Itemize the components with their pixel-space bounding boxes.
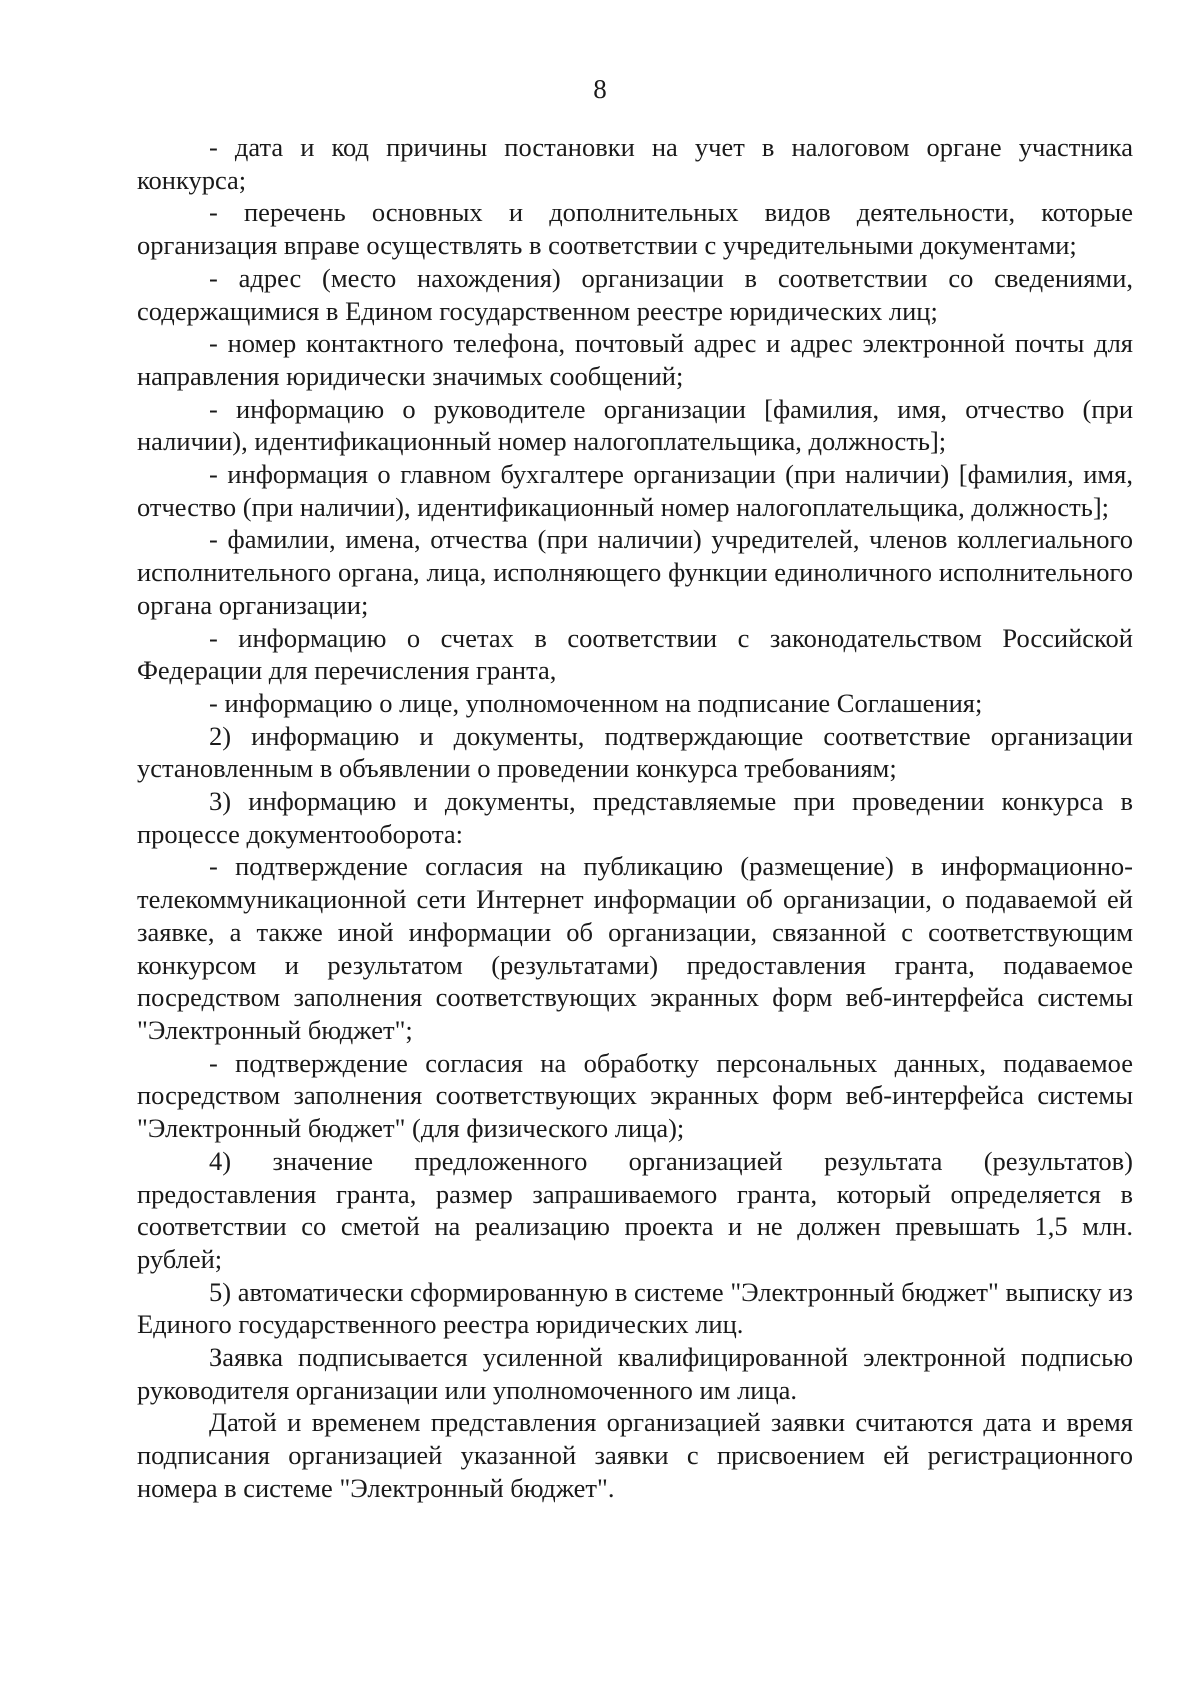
paragraph-item-3: 3) информацию и документы, представляемые при проведении конкурса в процессе документооборота: xyxy=(137,786,1133,849)
paragraph-signing: Заявка подписывается усиленной квалифицированной электронной подписью руководителя организации или уполномоченного им лица. xyxy=(137,1342,1133,1405)
paragraph-address: - адрес (место нахождения) организации в соответствии со сведениями, содержащимися в Едином государственном реестре юридических лиц; xyxy=(137,262,1133,326)
paragraph-item-5: 5) автоматически сформированную в системе "Электронный бюджет" выписку из Единого государственного реестра юридических лиц. xyxy=(137,1276,1133,1340)
paragraph-founders: - фамилии, имена, отчества (при наличии) учредителей, членов коллегиального исполнительного органа, лица, исполняющего функции единоличного исполнительного органа организации; xyxy=(137,524,1133,620)
page-number: 8 xyxy=(593,74,607,104)
paragraph-item-4: 4) значение предложенного организацией результата (результатов) предоставления гранта, размер запрашиваемого гранта, который определяется в соответствии со сметой на реализацию проекта и не должен превышать 1,5 млн. рублей; xyxy=(137,1145,1133,1274)
paragraph-personal-data-consent: - подтверждение согласия на обработку персональных данных, подаваемое посредством заполнения соответствующих экранных форм веб-интерфейса системы "Электронный бюджет" (для физического лица); xyxy=(137,1047,1133,1144)
document-body xyxy=(137,131,1133,1505)
paragraph-signatory: - информацию о лице, уполномоченном на подписание Соглашения; xyxy=(209,687,983,718)
paragraph-accountant: - информация о главном бухгалтере организации (при наличии) [фамилия, имя, отчество (при наличии), идентификационный номер налогоплательщика, должность]; xyxy=(137,459,1133,522)
paragraph-submission-date: Датой и временем представления организацией заявки считаются дата и время подписания организацией указанной заявки с присвоением ей регистрационного номера в системе "Электронный бюджет". xyxy=(137,1407,1133,1503)
paragraph-accounts: - информацию о счетах в соответствии с законодательством Российской Федерации для перечисления гранта, xyxy=(137,622,1133,686)
paragraph-publication-consent: - подтверждение согласия на публикацию (размещение) в информационно-телекоммуникационной сети Интернет информации об организации, о подаваемой ей заявке, а также иной информации об организации, связанной с соответствующим конкурсом и результатом (результатами) предоставления гранта, подаваемое посредством заполнения соответствующих экранных форм веб-интерфейса системы "Электронный бюджет"; xyxy=(137,851,1133,1045)
paragraph-item-2: 2) информацию и документы, подтверждающие соответствие организации установленным в объявлении о проведении конкурса требованиям; xyxy=(137,720,1133,784)
paragraph-director: - информацию о руководителе организации [фамилия, имя, отчество (при наличии), идентификационный номер налогоплательщика, должность]; xyxy=(137,393,1133,457)
paragraph-activities: - перечень основных и дополнительных видов деятельности, которые организация вправе осуществлять в соответствии с учредительными документами; xyxy=(137,197,1133,261)
paragraph-kpp: - дата и код причины постановки на учет в налоговом органе участника конкурса; xyxy=(137,132,1133,195)
paragraph-contacts: - номер контактного телефона, почтовый адрес и адрес электронной почты для направления юридически значимых сообщений; xyxy=(137,328,1133,391)
